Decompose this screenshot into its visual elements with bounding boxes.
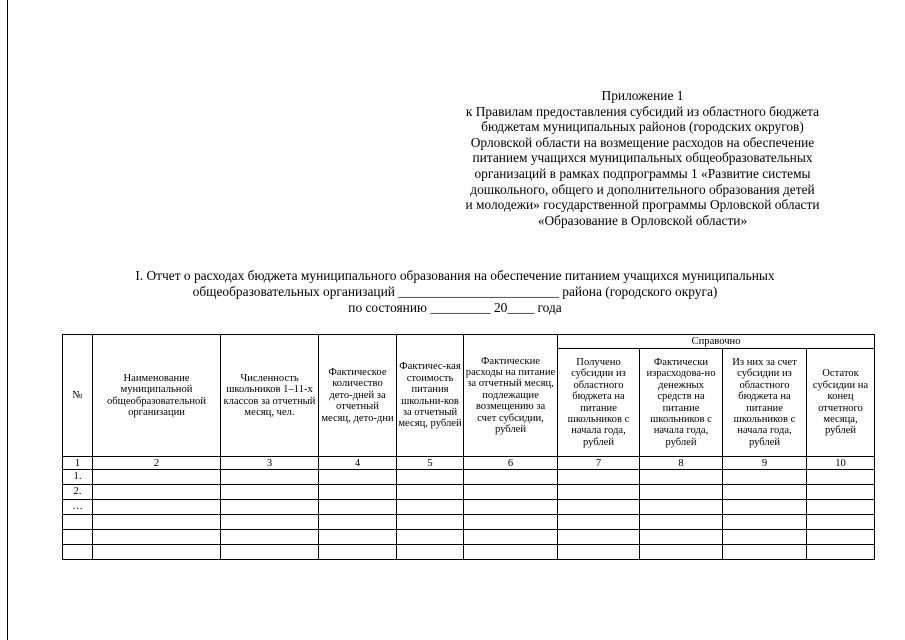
- table-cell: [221, 515, 319, 530]
- table-cell: [723, 485, 807, 500]
- table-cell: [93, 485, 221, 500]
- table-cell: [807, 515, 875, 530]
- column-number: 6: [464, 457, 558, 470]
- table-cell: [640, 485, 723, 500]
- table-cell: [319, 500, 397, 515]
- header-cost: Фактичес-кая стоимость питания школьни-ков за отчетный месяц, рублей: [397, 335, 464, 457]
- table-cell: [319, 515, 397, 530]
- table-cell: [397, 545, 464, 560]
- header-count: Численность школьников 1–11-х классов за отчетный месяц, чел.: [221, 335, 319, 457]
- table-cell: [807, 500, 875, 515]
- table-cell: [397, 515, 464, 530]
- column-number: 8: [640, 457, 723, 470]
- appendix-line: питанием учащихся муниципальных общеобразовательных: [472, 150, 813, 166]
- table-cell: [640, 500, 723, 515]
- column-number-row: [63, 457, 875, 470]
- table-cell: [640, 545, 723, 560]
- table-cell: [558, 515, 640, 530]
- table-cell: [807, 545, 875, 560]
- appendix-line: Приложение 1: [601, 88, 684, 103]
- table-row: [63, 500, 875, 515]
- table-cell: [93, 515, 221, 530]
- appendix-line: и молодежи» государственной программы Орловской области: [465, 197, 820, 213]
- table-cell: [397, 470, 464, 485]
- header-received: Получено субсидии из областного бюджета на питание школьников с начала года, рублей: [558, 349, 640, 457]
- table-cell: [723, 515, 807, 530]
- table-cell: [558, 530, 640, 545]
- table-cell: [807, 470, 875, 485]
- appendix-header: [440, 88, 845, 228]
- header-days: Фактическое количество дето-дней за отчетный месяц, дето-дни: [319, 335, 397, 457]
- header-spent: Фактически израсходова-но денежных средств на питание школьников с начала года, рублей: [640, 349, 723, 457]
- table-cell: [397, 500, 464, 515]
- table-cell: [221, 500, 319, 515]
- column-number: 10: [807, 457, 875, 470]
- column-number: 7: [558, 457, 640, 470]
- table-cell: [93, 500, 221, 515]
- row-label: 1.: [63, 470, 93, 485]
- appendix-line: дошкольного, общего и дополнительного образования детей: [470, 181, 815, 197]
- table-cell: [723, 545, 807, 560]
- column-number: 4: [319, 457, 397, 470]
- table-cell: [93, 470, 221, 485]
- header-reference: Справочно: [558, 335, 875, 349]
- table-cell: [464, 545, 558, 560]
- table-cell: [558, 545, 640, 560]
- table-cell: [93, 530, 221, 545]
- appendix-line: «Образование в Орловской области»: [537, 212, 748, 228]
- table-cell: [319, 530, 397, 545]
- header-remainder: Остаток субсидии на конец отчетного месяца, рублей: [807, 349, 875, 457]
- appendix-line: к Правилам предоставления субсидий из областного бюджета: [465, 103, 820, 119]
- table-row: [63, 530, 875, 545]
- table-cell: [807, 530, 875, 545]
- header-expense: Фактические расходы на питание за отчетный месяц, подлежащие возмещению за счет субсидии, рублей: [464, 335, 558, 457]
- table-cell: [807, 485, 875, 500]
- table-cell: [558, 470, 640, 485]
- table-cell: [464, 500, 558, 515]
- table-cell: [723, 470, 807, 485]
- table-cell: [221, 530, 319, 545]
- report-title-line: общеобразовательных организаций ________________________ района (городского округа): [192, 284, 718, 299]
- table-cell: [723, 500, 807, 515]
- table-cell: [640, 470, 723, 485]
- report-table: [62, 334, 875, 560]
- table-cell: [464, 530, 558, 545]
- table-cell: [397, 530, 464, 545]
- table-cell: [464, 470, 558, 485]
- table-cell: [558, 485, 640, 500]
- header-no: №: [63, 335, 93, 457]
- row-label: 2.: [63, 485, 93, 500]
- page-edge-line: [7, 0, 8, 640]
- column-number: 5: [397, 457, 464, 470]
- table-cell: [319, 545, 397, 560]
- header-name: Наименование муниципальной общеобразовательной организации: [93, 335, 221, 457]
- table-cell: [640, 515, 723, 530]
- column-number: 2: [93, 457, 221, 470]
- report-title-line: по состоянию _________ 20____ года: [348, 300, 562, 315]
- table-row: [63, 470, 875, 485]
- table-cell: [319, 485, 397, 500]
- row-label: …: [63, 500, 93, 515]
- table-cell: [464, 485, 558, 500]
- table-cell: [723, 530, 807, 545]
- table-cell: [558, 500, 640, 515]
- table-row: [63, 545, 875, 560]
- table-cell: [464, 515, 558, 530]
- column-number: 9: [723, 457, 807, 470]
- appendix-line: организаций в рамках подпрограммы 1 «Развитие системы: [474, 165, 811, 181]
- table-cell: [221, 485, 319, 500]
- column-number: 3: [221, 457, 319, 470]
- appendix-line: бюджетам муниципальных районов (городских округов): [481, 119, 804, 135]
- table-cell: [397, 485, 464, 500]
- column-number: 1: [63, 457, 93, 470]
- header-from-subsidy: Из них за счет субсидии из областного бюджета на питание школьников с начала года, рублей: [723, 349, 807, 457]
- table-row: [63, 485, 875, 500]
- table-cell: [221, 545, 319, 560]
- table-row: [63, 515, 875, 530]
- row-label: [63, 545, 93, 560]
- row-label: [63, 530, 93, 545]
- table-cell: [93, 545, 221, 560]
- report-title-line: I. Отчет о расходах бюджета муниципального образования на обеспечение питанием учащихся муниципальных: [135, 268, 775, 283]
- table-cell: [221, 470, 319, 485]
- report-title: [60, 268, 850, 316]
- table-cell: [319, 470, 397, 485]
- row-label: [63, 515, 93, 530]
- table-cell: [640, 530, 723, 545]
- appendix-line: Орловской области на возмещение расходов на обеспечение: [470, 134, 815, 150]
